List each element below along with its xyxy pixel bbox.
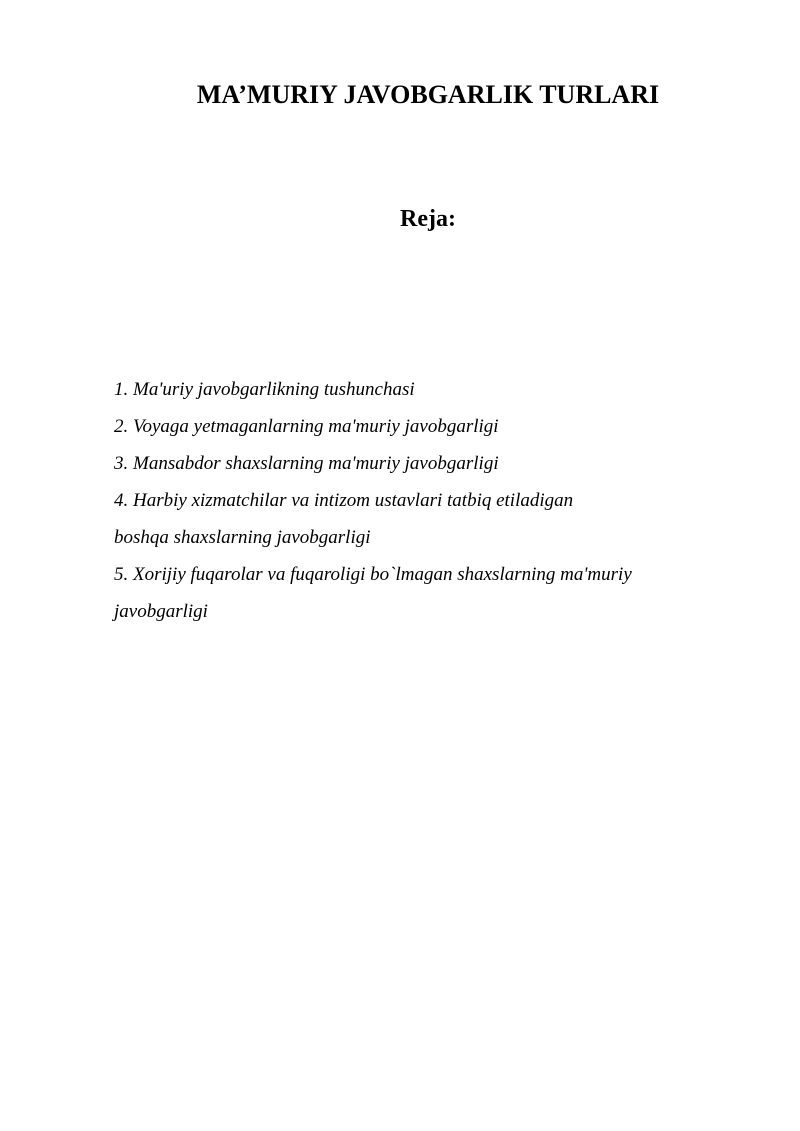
plan-item (114, 482, 724, 556)
document-title: MA’MURIY JAVOBGARLIK TURLARI (196, 80, 660, 109)
plan-item (114, 556, 724, 630)
plan-item-line: 1. Ma'uriy javobgarlikning tushunchasi (114, 379, 415, 400)
plan-item (114, 445, 724, 482)
plan-item (114, 371, 724, 408)
plan-list (114, 371, 724, 630)
plan-item-line: javobgarligi (114, 601, 208, 622)
plan-heading: Reja: (400, 206, 456, 232)
plan-item-line: boshqa shaxslarning javobgarligi (114, 527, 371, 548)
plan-item-line: 5. Xorijiy fuqarolar va fuqaroligi bo`lmagan shaxslarning ma'muriy (114, 564, 632, 585)
plan-item (114, 408, 724, 445)
plan-item-line: 2. Voyaga yetmaganlarning ma'muriy javobgarligi (114, 416, 499, 437)
plan-item-line: 4. Harbiy xizmatchilar va intizom ustavlari tatbiq etiladigan (114, 490, 574, 511)
plan-item-line: 3. Mansabdor shaxslarning ma'muriy javobgarligi (114, 453, 499, 474)
